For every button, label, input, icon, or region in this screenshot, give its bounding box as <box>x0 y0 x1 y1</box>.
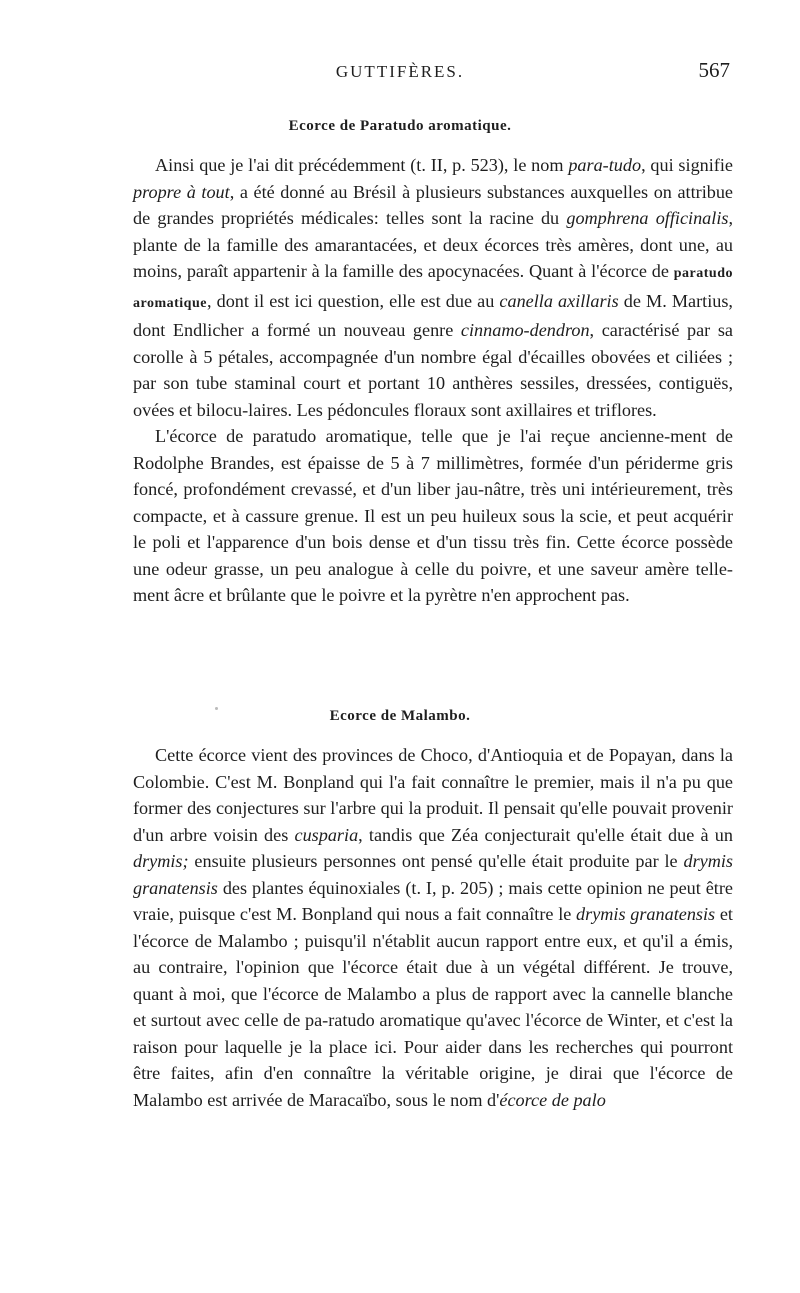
text-run: , plante de la famille des amarantacées, et deux écorces très amères, dont une, au moins, paraît appartenir à la famille des apocynacées. Quant à l'écorce de <box>133 208 733 281</box>
text-run: ensuite plusieurs personnes ont pensé qu'elle était produite par le <box>188 851 684 871</box>
text-run: , tandis que Zéa conjecturait qu'elle était due à un <box>358 824 733 845</box>
italic-term: gomphrena officinalis <box>566 208 729 228</box>
italic-term: écorce de palo <box>499 1089 606 1110</box>
text-run: des plantes équinoxiales (t. I, p. 205) ; mais cette opinion ne peut être vraie, puisque c'est M. Bonpland qui nous a fait connaître le <box>133 877 733 924</box>
paragraph: L'écorce de paratudo aromatique, telle que je l'ai reçue ancienne-ment de Rodolphe Brandes, est épaisse de 5 à 7 millimètres, formée d'un périderme gris foncé, profondément crevassé, et d'un liber jau-nâtre, très uni intérieurement, très compacte, et à cassure grenue. Il est un peu huileux sous la scie, et peut acquérir le poli et l'apparence d'un bois dense et d'un tissu très fin. Cette écorce possède une odeur grasse, un peu analogue à celle du poivre, et une saveur amère telle-ment âcre et brûlante que le poivre et la pyrètre n'en approchent pas. <box>133 426 733 605</box>
text-run: Ainsi que je l'ai dit précédemment (t. II, p. 523), le nom <box>155 155 569 175</box>
section-heading-paratudo: Ecorce de Paratudo aromatique. <box>288 118 512 134</box>
section-heading-malambo: Ecorce de Malambo. <box>329 708 471 724</box>
bold-term: paratudo aromatique <box>133 266 733 311</box>
section-body-paratudo <box>133 152 733 609</box>
text-run: , caractérisé par sa corolle à 5 pétales, accompagnée d'un nombre égal d'écailles obovées et ciliées ; par son tube staminal court et portant 10 anthères sessiles, dressées, contiguës, ovées et bilocu-laires. Les pédoncules floraux sont axillaires et triflores. <box>133 320 733 420</box>
italic-term: drymis granatensis <box>133 851 733 898</box>
text-run: , qui signifie <box>641 155 733 175</box>
running-head <box>0 58 800 88</box>
text-run: Cette écorce vient des provinces de Choco, d'Antioquia et de Popayan, dans la Colombie. C'est M. Bonpland qui l'a fait connaître le premier, mais il n'a pu que former des conjectures sur l'arbre qui la produit. Il pensait qu'elle pouvait provenir d'un arbre voisin des <box>133 745 733 845</box>
italic-term: drymis; <box>133 851 189 871</box>
italic-term: drymis granatensis <box>576 904 716 924</box>
running-title: GUTTIFÈRES. <box>335 62 465 81</box>
text-run: , dont il est ici question, elle est due au <box>206 290 500 311</box>
italic-term: propre à tout <box>133 181 230 202</box>
italic-term: cinnamo-dendron <box>460 320 590 340</box>
paragraph <box>133 742 733 1113</box>
italic-term: canella axillaris <box>499 290 619 311</box>
section-body-malambo <box>133 742 733 1113</box>
paragraph <box>133 152 733 423</box>
text-run: , a été donné au Brésil à plusieurs substances auxquelles on attribue de grandes propriétés médicales: telles sont la racine du <box>133 181 734 228</box>
text-run: et l'écorce de Malambo ; puisqu'il n'établit aucun rapport entre eux, et qu'il a émis, au contraire, l'opinion que l'écorce était due à un végétal différent. Je trouve, quant à moi, que l'écorce de Malambo a plus de rapport avec la cannelle blanche et surtout avec celle de pa-ratudo aromatique qu'avec l'écorce de Winter, et c'est la raison pour laquelle je la place ici. Pour aider dans les recherches qui pourront être faites, afin d'en connaître la véritable origine, je dirai que l'écorce de Malambo est arrivée de Maracaïbo, sous le nom d' <box>133 904 733 1110</box>
italic-term: cusparia <box>294 824 359 845</box>
text-run: de M. Martius, dont Endlicher a formé un nouveau genre <box>133 290 733 340</box>
italic-term: para-tudo <box>568 155 642 175</box>
page-number: 567 <box>698 58 730 82</box>
